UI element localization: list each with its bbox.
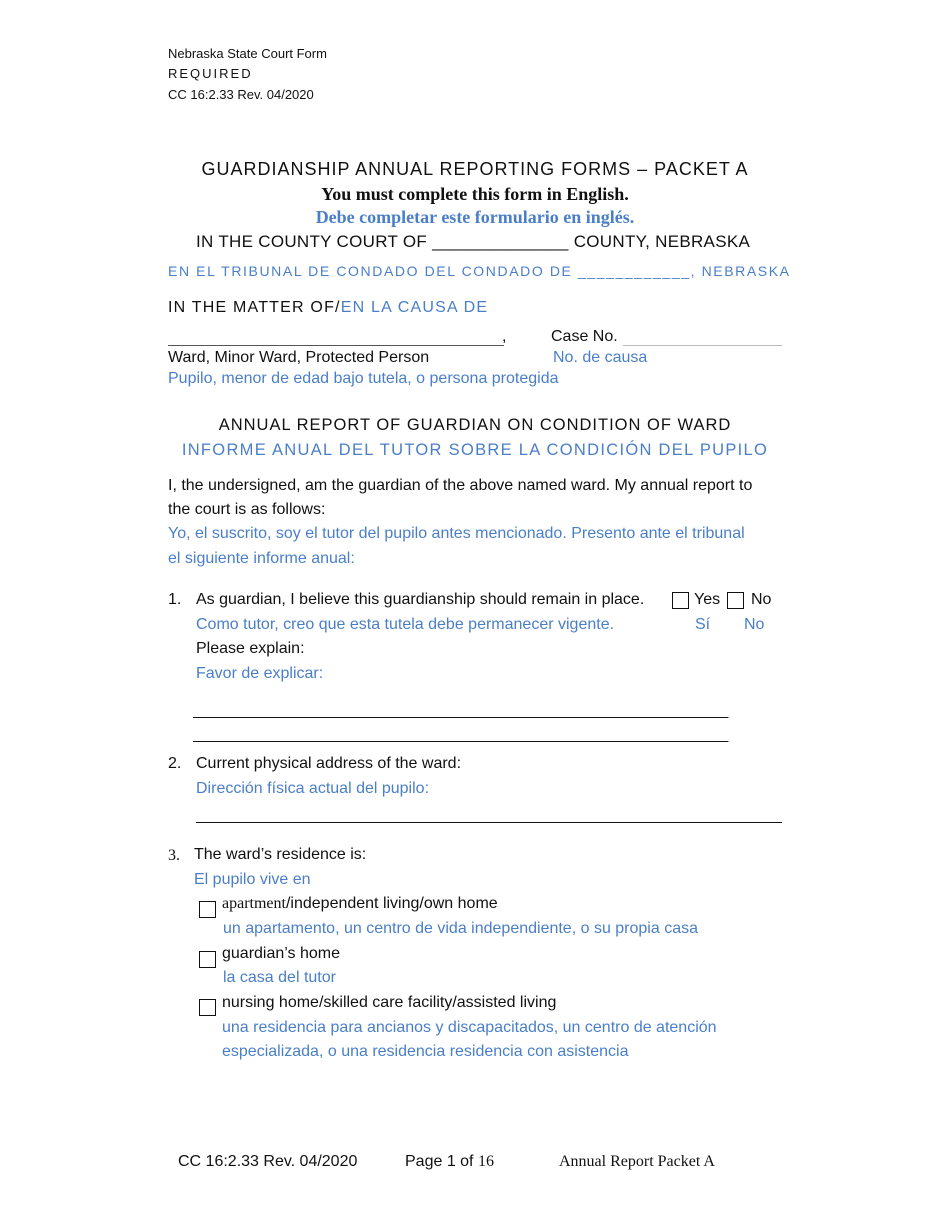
q3-number: 3. — [168, 847, 180, 864]
footer-page-prefix: Page 1 of — [405, 1153, 478, 1170]
q2-number: 2. — [168, 755, 182, 772]
report-title-es: INFORME ANUAL DEL TUTOR SOBRE LA CONDICIÓN DEL PUPILO — [181, 441, 769, 459]
form-number: CC 16:2.33 Rev. 04/2020 — [168, 87, 314, 102]
comma: , — [502, 328, 507, 345]
intro-es-line2: el siguiente informe anual: — [168, 550, 355, 567]
q3-option-nursing-home-checkbox[interactable] — [199, 999, 216, 1016]
footer-page-total: 16 — [477, 1153, 494, 1170]
required-label: REQUIRED — [168, 66, 253, 81]
q2-text-es: Dirección física actual del pupilo: — [196, 780, 430, 797]
ward-label-es: Pupilo, menor de edad bajo tutela, o persona protegida — [168, 370, 559, 387]
q3-option-apartment-es: un apartamento, un centro de vida independiente, o su propia casa — [223, 920, 698, 937]
case-no-label: Case No. — [551, 328, 618, 345]
matter-label-en: IN THE MATTER OF/ — [168, 299, 341, 316]
q3-option-apartment-checkbox[interactable] — [199, 901, 216, 918]
court-caption-en: IN THE COUNTY COURT OF ______________ COUNTY, NEBRASKA — [196, 232, 751, 251]
q3-option-guardian-home-checkbox[interactable] — [199, 951, 216, 968]
q3-option-apartment-label — [222, 895, 498, 913]
q1-no-label-es: No — [744, 616, 765, 633]
q3-option-guardian-home-es: la casa del tutor — [223, 969, 336, 986]
q1-text-en: As guardian, I believe this guardianship should remain in place. — [196, 591, 645, 608]
footer-packet-name: Annual Report Packet A — [559, 1153, 715, 1170]
english-notice: You must complete this form in English. — [321, 184, 629, 204]
q1-explain-es: Favor de explicar: — [196, 665, 324, 682]
intro-en-line2: the court is as follows: — [168, 501, 326, 518]
footer-page-number — [405, 1153, 494, 1171]
q1-no-checkbox[interactable] — [727, 592, 744, 609]
report-title-en: ANNUAL REPORT OF GUARDIAN ON CONDITION OF WARD — [218, 416, 732, 434]
matter-label-es: EN LA CAUSA DE — [340, 299, 489, 316]
q1-yes-checkbox[interactable] — [672, 592, 689, 609]
q1-explain-line-2[interactable]: __________________________________________________________________ — [193, 726, 728, 743]
ward-label-en: Ward, Minor Ward, Protected Person — [168, 349, 430, 366]
q1-explain-line-1[interactable]: __________________________________________________________________ — [193, 702, 728, 719]
q3-option-apartment-rest: /independent living/own home — [285, 895, 498, 912]
intro-en-line1: I, the undersigned, am the guardian of the above named ward. My annual report to — [168, 477, 753, 494]
case-number-field[interactable] — [623, 345, 782, 346]
q3-option-nursing-home-es-line2: especializada, o una residencia residencia con asistencia — [222, 1043, 629, 1060]
form-source: Nebraska State Court Form — [168, 46, 327, 61]
q2-text-en: Current physical address of the ward: — [196, 755, 462, 772]
q2-address-field[interactable] — [196, 822, 782, 823]
case-no-label-es: No. de causa — [553, 349, 648, 366]
q1-text-es: Como tutor, creo que esta tutela debe permanecer vigente. — [196, 616, 615, 633]
ward-name-field[interactable] — [168, 345, 504, 346]
matter-label — [168, 299, 488, 317]
intro-es-line1: Yo, el suscrito, soy el tutor del pupilo antes mencionado. Presento ante el tribunal — [168, 525, 745, 542]
q1-number: 1. — [168, 591, 182, 608]
footer-form-number: CC 16:2.33 Rev. 04/2020 — [178, 1153, 358, 1170]
court-caption-es: EN EL TRIBUNAL DE CONDADO DEL CONDADO DE ____________, NEBRASKA — [168, 263, 791, 279]
q3-text-es: El pupilo vive en — [194, 871, 311, 888]
packet-title: GUARDIANSHIP ANNUAL REPORTING FORMS – PACKET A — [201, 159, 749, 179]
spanish-notice: Debe completar este formulario en inglés. — [315, 207, 635, 227]
q1-explain-en: Please explain: — [196, 640, 305, 657]
q1-yes-label: Yes — [694, 591, 721, 608]
q1-yes-label-es: Sí — [695, 616, 711, 633]
q1-no-label: No — [751, 591, 772, 608]
q3-text-en: The ward’s residence is: — [194, 846, 367, 863]
q3-option-guardian-home-label: guardian’s home — [222, 945, 341, 962]
q3-option-nursing-home-es-line1: una residencia para ancianos y discapacitados, un centro de atención — [222, 1019, 717, 1036]
q3-option-nursing-home-label: nursing home/skilled care facility/assisted living — [222, 994, 557, 1011]
q3-option-apartment-prefix: apartment — [222, 895, 286, 912]
